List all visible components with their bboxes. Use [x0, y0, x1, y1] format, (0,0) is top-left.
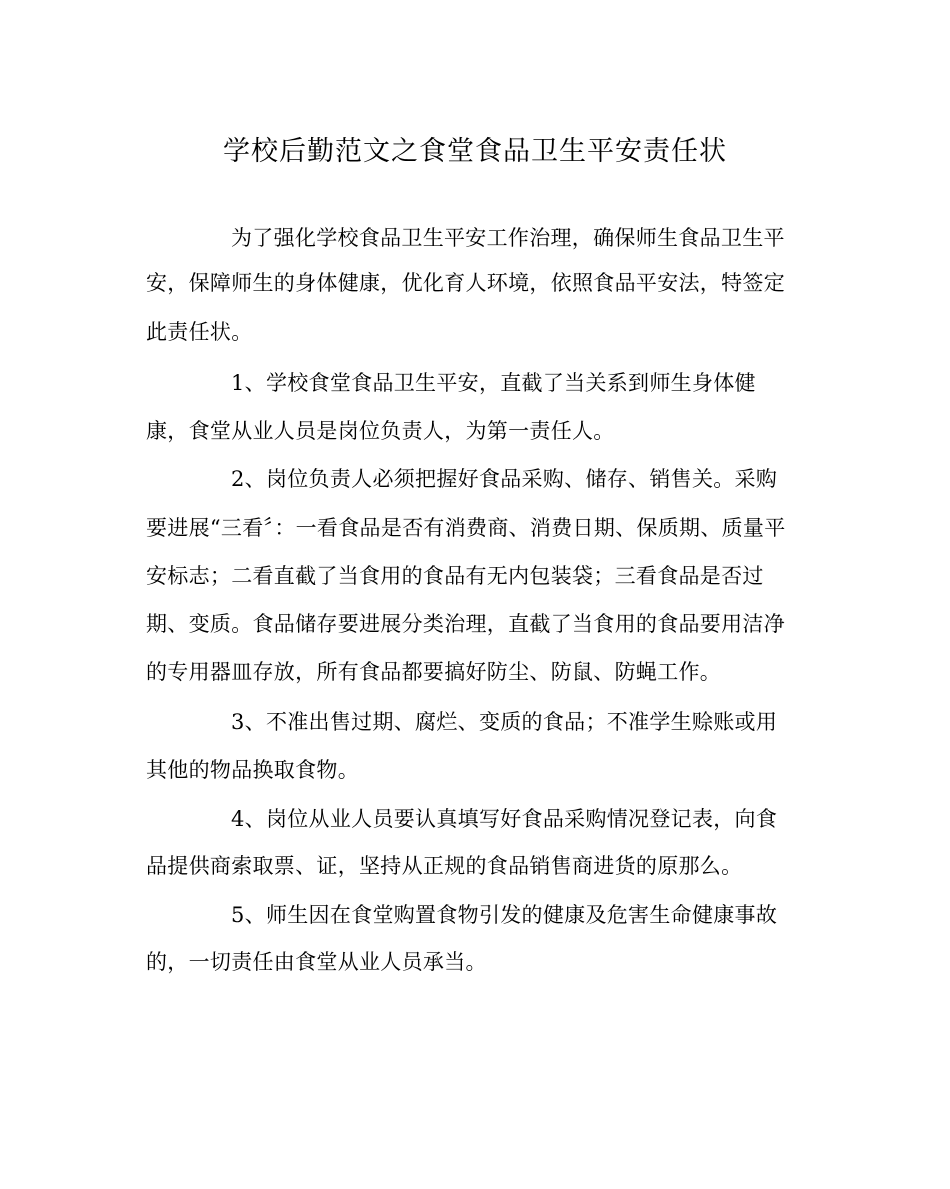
- paragraph-line: 品提供商索取票、证，坚持从正规的食品销售商进货的原那么。: [146, 854, 743, 878]
- paragraph-line: 1、学校食堂食品卫生平安，直截了当关系到师生身体健: [231, 371, 756, 395]
- document-title: 学校后勤范文之食堂食品卫生平安责任状: [223, 136, 727, 167]
- paragraph-line: 安，保障师生的身体健康，优化育人环境，依照食品平安法，特签定: [146, 271, 785, 295]
- paragraph-line: 3、不准出售过期、腐烂、变质的食品；不准学生赊账或用: [231, 710, 778, 734]
- paragraph-line: 5、师生因在食堂购置食物引发的健康及危害生命健康事故: [231, 903, 778, 927]
- paragraph-line: 要进展“三看〞：一看食品是否有消费商、消费日期、保质期、质量平: [146, 516, 786, 540]
- paragraph-line: 此责任状。: [146, 320, 253, 344]
- paragraph-line: 其他的物品换取食物。: [146, 758, 359, 782]
- paragraph-line: 4、岗位从业人员要认真填写好食品采购情况登记表，向食: [231, 807, 778, 831]
- paragraph-line: 安标志；二看直截了当食用的食品有无内包装袋；三看食品是否过: [146, 564, 764, 588]
- paragraph-line: 康，食堂从业人员是岗位负责人，为第一责任人。: [146, 419, 615, 443]
- paragraph-line: 期、变质。食品储存要进展分类治理，直截了当食用的食品要用洁净: [146, 612, 785, 636]
- paragraph-line: 为了强化学校食品卫生平安工作治理，确保师生食品卫生平: [231, 226, 785, 250]
- paragraph-line: 2、岗位负责人必须把握好食品采购、储存、销售关。采购: [231, 467, 778, 491]
- paragraph-line: 的专用器皿存放，所有食品都要搞好防尘、防鼠、防蝇工作。: [146, 660, 722, 684]
- paragraph-line: 的，一切责任由食堂从业人员承当。: [146, 950, 487, 974]
